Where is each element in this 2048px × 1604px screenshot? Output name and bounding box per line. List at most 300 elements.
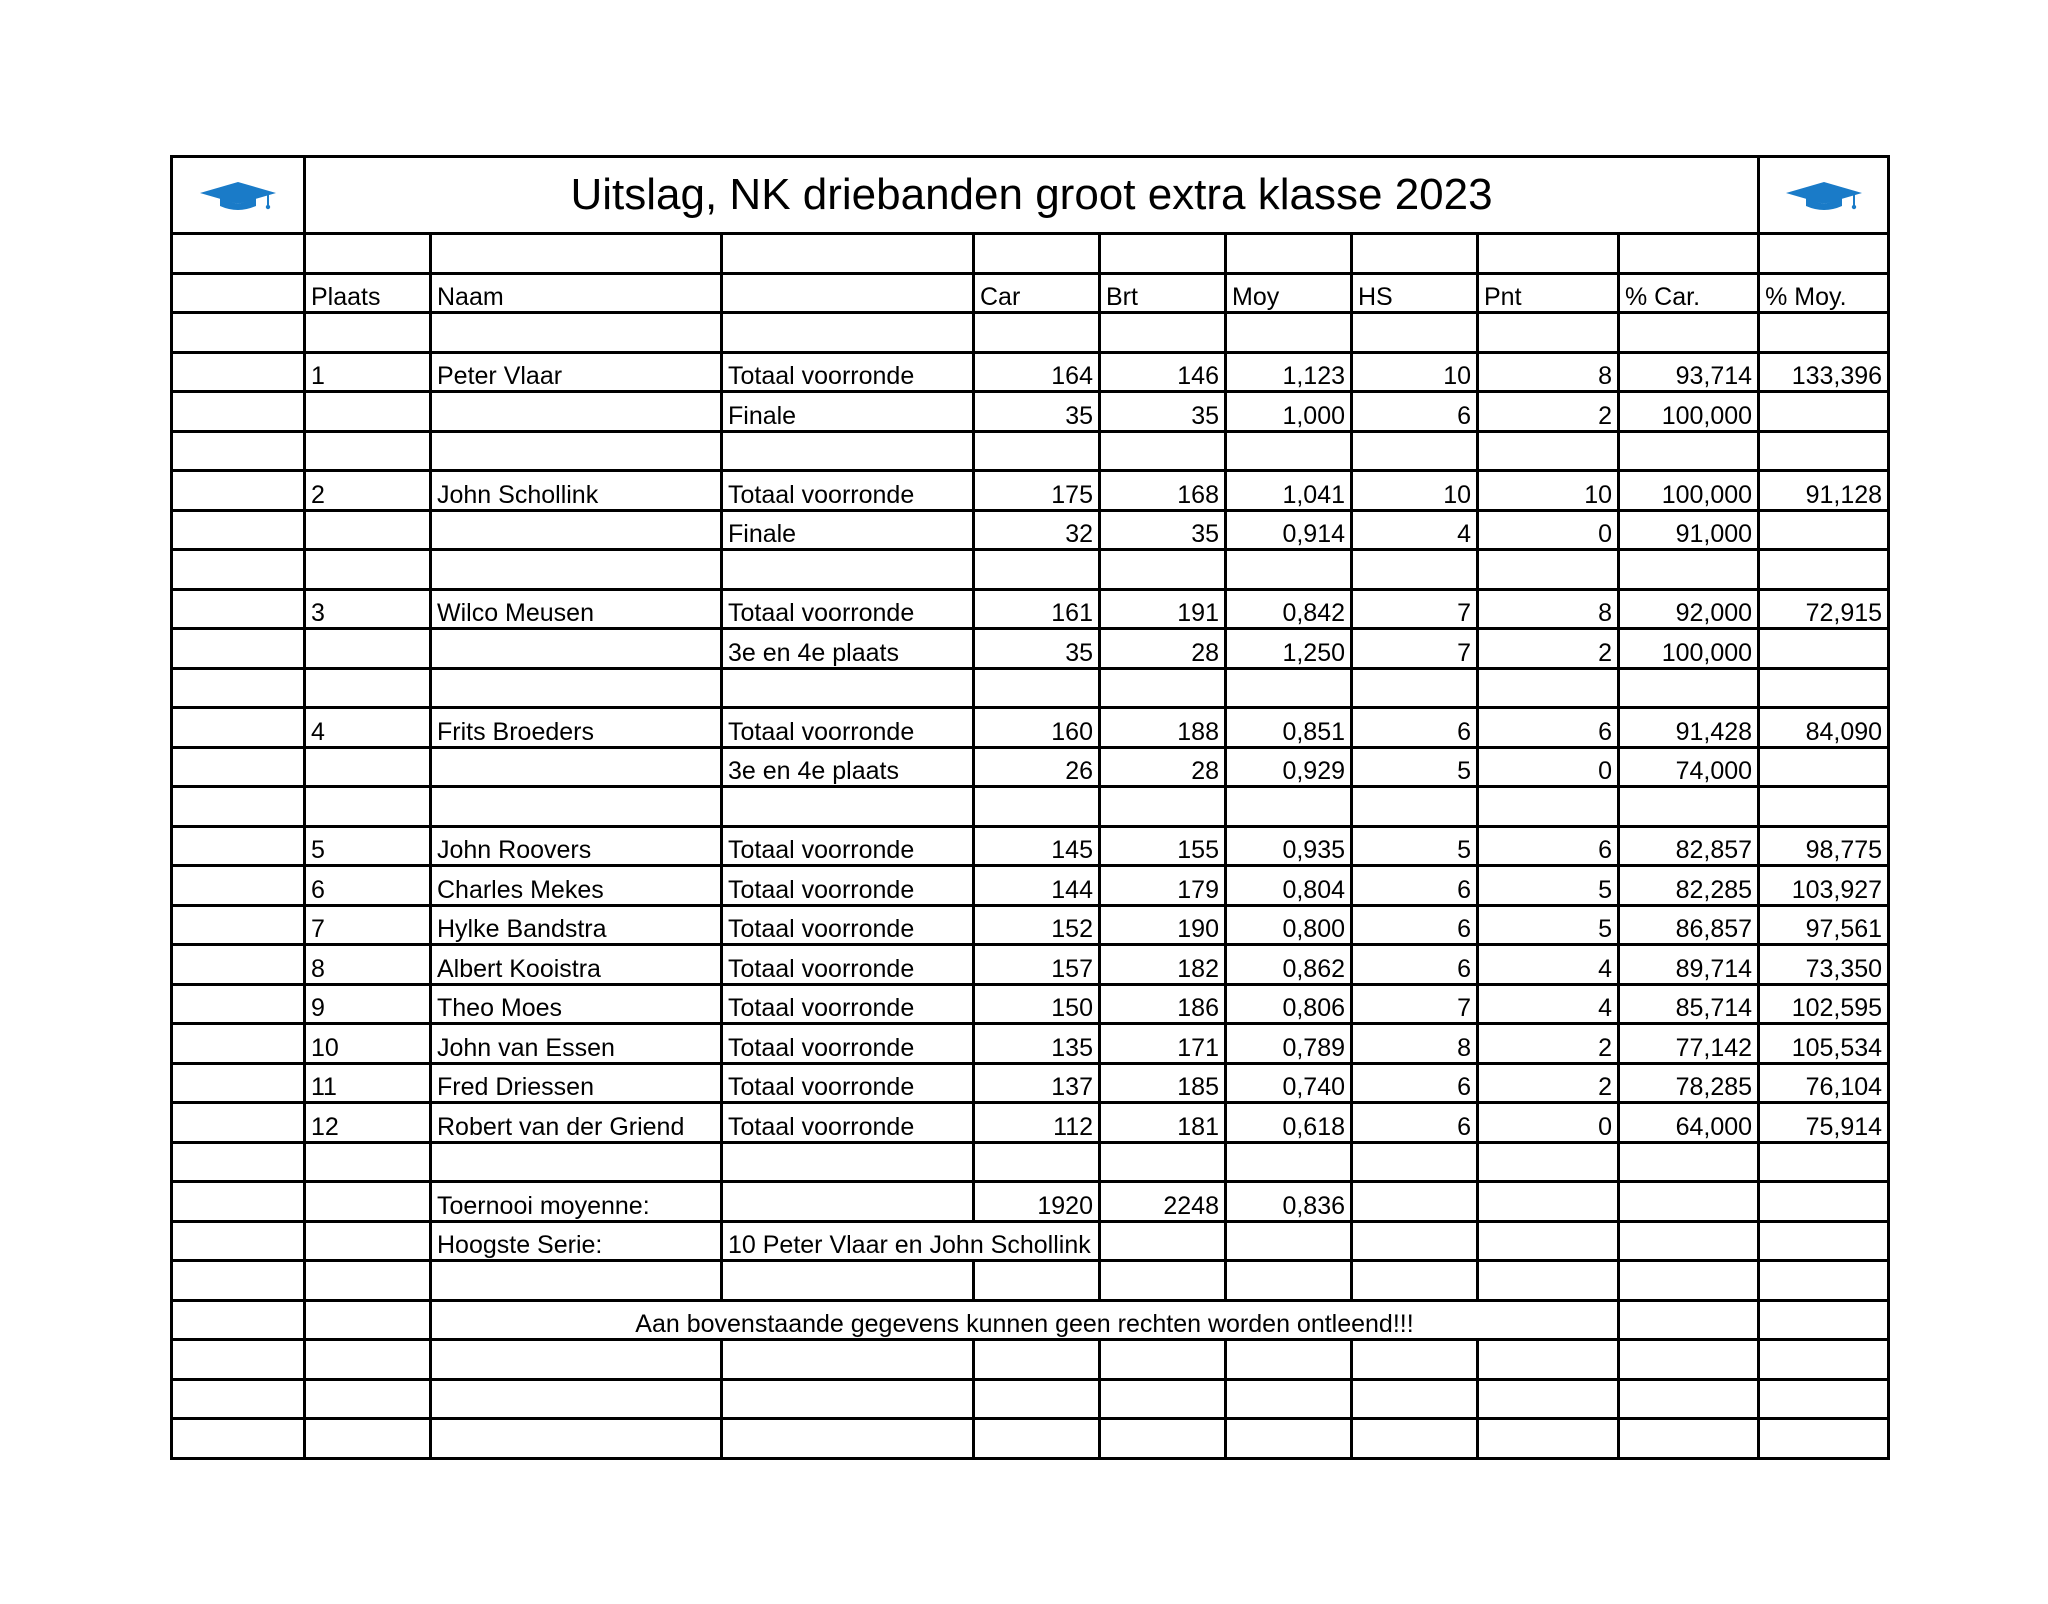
table-row bbox=[172, 787, 1889, 827]
pct-car-cell: 100,000 bbox=[1619, 392, 1759, 432]
hs-cell: 6 bbox=[1352, 866, 1478, 906]
hs-cell bbox=[1352, 550, 1478, 590]
empty-cell bbox=[1759, 1379, 1889, 1419]
hs-cell bbox=[1352, 431, 1478, 471]
empty-cell bbox=[722, 1379, 974, 1419]
table-row bbox=[172, 1142, 1889, 1182]
naam-cell bbox=[431, 747, 722, 787]
pct-moy-cell: 76,104 bbox=[1759, 1063, 1889, 1103]
pnt-cell bbox=[1478, 550, 1619, 590]
pnt-cell: 5 bbox=[1478, 866, 1619, 906]
plaats-cell: 2 bbox=[305, 471, 431, 511]
naam-cell bbox=[431, 787, 722, 827]
naam-cell: John Roovers bbox=[431, 826, 722, 866]
empty-cell bbox=[1226, 1221, 1352, 1261]
naam-cell bbox=[431, 668, 722, 708]
pnt-cell: 2 bbox=[1478, 392, 1619, 432]
spacer-row bbox=[172, 1379, 1889, 1419]
round-cell: Totaal voorronde bbox=[722, 1024, 974, 1064]
hs-cell bbox=[1352, 313, 1478, 353]
header-pct-moy: % Moy. bbox=[1759, 273, 1889, 313]
table-row bbox=[172, 510, 1889, 550]
round-cell bbox=[722, 313, 974, 353]
pct-moy-cell: 84,090 bbox=[1759, 708, 1889, 748]
table-row bbox=[172, 589, 1889, 629]
pct-car-cell bbox=[1619, 668, 1759, 708]
empty-cell bbox=[172, 1340, 305, 1380]
pnt-cell: 0 bbox=[1478, 1103, 1619, 1143]
disclaimer-row bbox=[172, 1300, 1889, 1340]
empty-cell bbox=[722, 1419, 974, 1459]
empty-cell bbox=[172, 747, 305, 787]
table-row bbox=[172, 826, 1889, 866]
plaats-cell: 1 bbox=[305, 352, 431, 392]
left-icon-cell bbox=[172, 157, 305, 234]
moy-cell bbox=[1226, 313, 1352, 353]
empty-cell bbox=[172, 1379, 305, 1419]
empty-cell bbox=[1759, 1261, 1889, 1301]
car-cell: 152 bbox=[974, 905, 1100, 945]
pct-car-cell: 74,000 bbox=[1619, 747, 1759, 787]
round-cell: Totaal voorronde bbox=[722, 708, 974, 748]
pct-moy-cell: 72,915 bbox=[1759, 589, 1889, 629]
empty-cell bbox=[172, 1142, 305, 1182]
car-cell: 150 bbox=[974, 984, 1100, 1024]
empty-cell bbox=[1100, 1419, 1226, 1459]
header-plaats: Plaats bbox=[305, 273, 431, 313]
pct-moy-cell bbox=[1759, 510, 1889, 550]
empty-cell bbox=[1759, 1340, 1889, 1380]
pct-car-cell: 92,000 bbox=[1619, 589, 1759, 629]
naam-cell: John Schollink bbox=[431, 471, 722, 511]
empty-cell bbox=[722, 1261, 974, 1301]
round-cell bbox=[722, 1142, 974, 1182]
plaats-cell: 9 bbox=[305, 984, 431, 1024]
round-cell: Totaal voorronde bbox=[722, 1103, 974, 1143]
hs-cell: 6 bbox=[1352, 945, 1478, 985]
plaats-cell bbox=[305, 629, 431, 669]
plaats-cell: 3 bbox=[305, 589, 431, 629]
brt-cell: 28 bbox=[1100, 629, 1226, 669]
empty-cell bbox=[1759, 1182, 1889, 1222]
moy-cell bbox=[1226, 1142, 1352, 1182]
pct-moy-cell: 103,927 bbox=[1759, 866, 1889, 906]
empty-cell bbox=[172, 1103, 305, 1143]
moy-cell: 0,618 bbox=[1226, 1103, 1352, 1143]
naam-cell: Charles Mekes bbox=[431, 866, 722, 906]
plaats-cell: 6 bbox=[305, 866, 431, 906]
round-cell: Finale bbox=[722, 510, 974, 550]
pct-moy-cell bbox=[1759, 668, 1889, 708]
plaats-cell bbox=[305, 550, 431, 590]
empty-cell bbox=[1352, 1419, 1478, 1459]
empty-cell bbox=[1478, 1182, 1619, 1222]
plaats-cell bbox=[305, 1142, 431, 1182]
naam-cell: Theo Moes bbox=[431, 984, 722, 1024]
pnt-cell: 6 bbox=[1478, 826, 1619, 866]
brt-cell bbox=[1100, 550, 1226, 590]
pct-car-cell bbox=[1619, 1142, 1759, 1182]
round-cell bbox=[722, 550, 974, 590]
pct-moy-cell: 133,396 bbox=[1759, 352, 1889, 392]
naam-cell bbox=[431, 1142, 722, 1182]
empty-cell bbox=[1759, 1221, 1889, 1261]
tournament-moyenne-label: Toernooi moyenne: bbox=[431, 1182, 722, 1222]
car-cell: 164 bbox=[974, 352, 1100, 392]
car-cell: 161 bbox=[974, 589, 1100, 629]
header-pct-car: % Car. bbox=[1619, 273, 1759, 313]
brt-cell: 190 bbox=[1100, 905, 1226, 945]
pnt-cell: 8 bbox=[1478, 589, 1619, 629]
pct-car-cell: 78,285 bbox=[1619, 1063, 1759, 1103]
empty-cell bbox=[172, 984, 305, 1024]
total-car: 1920 bbox=[974, 1182, 1100, 1222]
empty-cell bbox=[1100, 1340, 1226, 1380]
pct-moy-cell bbox=[1759, 392, 1889, 432]
moy-cell bbox=[1226, 550, 1352, 590]
naam-cell: Frits Broeders bbox=[431, 708, 722, 748]
empty-cell bbox=[305, 1379, 431, 1419]
empty-cell bbox=[1478, 1419, 1619, 1459]
moy-cell: 1,000 bbox=[1226, 392, 1352, 432]
pct-moy-cell: 105,534 bbox=[1759, 1024, 1889, 1064]
car-cell: 137 bbox=[974, 1063, 1100, 1103]
brt-cell: 182 bbox=[1100, 945, 1226, 985]
spacer-row bbox=[172, 234, 1889, 274]
pnt-cell bbox=[1478, 1142, 1619, 1182]
round-cell: Totaal voorronde bbox=[722, 471, 974, 511]
pct-car-cell bbox=[1619, 431, 1759, 471]
moy-cell: 0,851 bbox=[1226, 708, 1352, 748]
empty-cell bbox=[305, 1261, 431, 1301]
brt-cell bbox=[1100, 313, 1226, 353]
moy-cell: 0,914 bbox=[1226, 510, 1352, 550]
brt-cell: 191 bbox=[1100, 589, 1226, 629]
pct-car-cell: 91,428 bbox=[1619, 708, 1759, 748]
pct-car-cell: 89,714 bbox=[1619, 945, 1759, 985]
pct-moy-cell bbox=[1759, 313, 1889, 353]
header-row bbox=[172, 273, 1889, 313]
brt-cell bbox=[1100, 668, 1226, 708]
car-cell bbox=[974, 787, 1100, 827]
table-row bbox=[172, 866, 1889, 906]
plaats-cell: 10 bbox=[305, 1024, 431, 1064]
pnt-cell bbox=[1478, 787, 1619, 827]
pct-car-cell: 86,857 bbox=[1619, 905, 1759, 945]
plaats-cell bbox=[305, 313, 431, 353]
empty-cell bbox=[1226, 1379, 1352, 1419]
car-cell: 157 bbox=[974, 945, 1100, 985]
brt-cell: 171 bbox=[1100, 1024, 1226, 1064]
total-brt: 2248 bbox=[1100, 1182, 1226, 1222]
header-hs: HS bbox=[1352, 273, 1478, 313]
pct-moy-cell: 98,775 bbox=[1759, 826, 1889, 866]
car-cell bbox=[974, 1142, 1100, 1182]
pnt-cell: 5 bbox=[1478, 905, 1619, 945]
hs-cell: 7 bbox=[1352, 984, 1478, 1024]
pnt-cell: 0 bbox=[1478, 510, 1619, 550]
pct-car-cell: 100,000 bbox=[1619, 629, 1759, 669]
car-cell: 145 bbox=[974, 826, 1100, 866]
pnt-cell: 10 bbox=[1478, 471, 1619, 511]
car-cell: 144 bbox=[974, 866, 1100, 906]
empty-cell bbox=[172, 1419, 305, 1459]
pct-car-cell: 100,000 bbox=[1619, 471, 1759, 511]
car-cell bbox=[974, 668, 1100, 708]
table-row bbox=[172, 392, 1889, 432]
hs-cell: 8 bbox=[1352, 1024, 1478, 1064]
empty-cell bbox=[172, 1024, 305, 1064]
highest-series-value: 10 Peter Vlaar en John Schollink bbox=[722, 1221, 1100, 1261]
naam-cell: Albert Kooistra bbox=[431, 945, 722, 985]
empty-cell bbox=[1226, 1419, 1352, 1459]
empty-cell bbox=[172, 629, 305, 669]
car-cell: 175 bbox=[974, 471, 1100, 511]
graduation-cap-icon bbox=[1784, 178, 1864, 212]
pct-car-cell bbox=[1619, 787, 1759, 827]
pnt-cell: 8 bbox=[1478, 352, 1619, 392]
moy-cell bbox=[1226, 668, 1352, 708]
pnt-cell bbox=[1478, 668, 1619, 708]
header-pnt: Pnt bbox=[1478, 273, 1619, 313]
table-row bbox=[172, 708, 1889, 748]
round-cell: Totaal voorronde bbox=[722, 905, 974, 945]
empty-cell bbox=[1619, 1221, 1759, 1261]
moy-cell: 1,041 bbox=[1226, 471, 1352, 511]
empty-cell bbox=[1619, 1340, 1759, 1380]
round-cell bbox=[722, 668, 974, 708]
plaats-cell: 8 bbox=[305, 945, 431, 985]
plaats-cell bbox=[305, 747, 431, 787]
moy-cell: 0,740 bbox=[1226, 1063, 1352, 1103]
brt-cell bbox=[1100, 787, 1226, 827]
brt-cell: 155 bbox=[1100, 826, 1226, 866]
moy-cell: 0,862 bbox=[1226, 945, 1352, 985]
plaats-cell bbox=[305, 510, 431, 550]
round-cell: 3e en 4e plaats bbox=[722, 629, 974, 669]
plaats-cell: 11 bbox=[305, 1063, 431, 1103]
pct-moy-cell: 75,914 bbox=[1759, 1103, 1889, 1143]
table-row bbox=[172, 1103, 1889, 1143]
empty-cell bbox=[1478, 1261, 1619, 1301]
table-row bbox=[172, 471, 1889, 511]
pct-moy-cell bbox=[1759, 550, 1889, 590]
empty-cell bbox=[722, 1340, 974, 1380]
moy-cell: 1,123 bbox=[1226, 352, 1352, 392]
naam-cell: Fred Driessen bbox=[431, 1063, 722, 1103]
empty-cell bbox=[172, 273, 305, 313]
table-row bbox=[172, 984, 1889, 1024]
empty-cell bbox=[172, 945, 305, 985]
plaats-cell bbox=[305, 431, 431, 471]
moy-cell: 0,789 bbox=[1226, 1024, 1352, 1064]
pnt-cell: 6 bbox=[1478, 708, 1619, 748]
empty-cell bbox=[1478, 1221, 1619, 1261]
pct-moy-cell bbox=[1759, 1142, 1889, 1182]
pnt-cell: 4 bbox=[1478, 984, 1619, 1024]
pct-car-cell: 64,000 bbox=[1619, 1103, 1759, 1143]
round-cell: Totaal voorronde bbox=[722, 1063, 974, 1103]
empty-cell bbox=[431, 1379, 722, 1419]
table-row bbox=[172, 352, 1889, 392]
page-title: Uitslag, NK driebanden groot extra klasse 2023 bbox=[305, 157, 1759, 234]
empty-cell bbox=[1619, 1419, 1759, 1459]
plaats-cell: 4 bbox=[305, 708, 431, 748]
naam-cell bbox=[431, 431, 722, 471]
hs-cell: 6 bbox=[1352, 392, 1478, 432]
empty-cell bbox=[431, 1261, 722, 1301]
empty-cell bbox=[1352, 1182, 1478, 1222]
empty-cell bbox=[172, 1063, 305, 1103]
moy-cell: 0,806 bbox=[1226, 984, 1352, 1024]
summary-row bbox=[172, 1221, 1889, 1261]
empty-cell bbox=[172, 1300, 305, 1340]
pnt-cell: 4 bbox=[1478, 945, 1619, 985]
pct-car-cell: 77,142 bbox=[1619, 1024, 1759, 1064]
moy-cell bbox=[1226, 431, 1352, 471]
empty-cell bbox=[1352, 1379, 1478, 1419]
brt-cell: 35 bbox=[1100, 510, 1226, 550]
empty-cell bbox=[172, 1261, 305, 1301]
hs-cell bbox=[1352, 1142, 1478, 1182]
hs-cell: 7 bbox=[1352, 629, 1478, 669]
pct-car-cell bbox=[1619, 550, 1759, 590]
car-cell bbox=[974, 550, 1100, 590]
empty-cell bbox=[431, 1340, 722, 1380]
car-cell: 112 bbox=[974, 1103, 1100, 1143]
pct-car-cell bbox=[1619, 313, 1759, 353]
round-cell: Totaal voorronde bbox=[722, 866, 974, 906]
empty-cell bbox=[974, 1419, 1100, 1459]
brt-cell: 28 bbox=[1100, 747, 1226, 787]
brt-cell bbox=[1100, 431, 1226, 471]
round-cell: Finale bbox=[722, 392, 974, 432]
pct-car-cell: 93,714 bbox=[1619, 352, 1759, 392]
round-cell: Totaal voorronde bbox=[722, 984, 974, 1024]
pct-moy-cell bbox=[1759, 747, 1889, 787]
graduation-cap-icon bbox=[198, 178, 278, 212]
disclaimer: Aan bovenstaande gegevens kunnen geen rechten worden ontleend!!! bbox=[431, 1300, 1619, 1340]
empty-cell bbox=[172, 471, 305, 511]
hs-cell: 10 bbox=[1352, 352, 1478, 392]
empty-cell bbox=[172, 668, 305, 708]
naam-cell: John van Essen bbox=[431, 1024, 722, 1064]
empty-cell bbox=[172, 905, 305, 945]
hs-cell: 4 bbox=[1352, 510, 1478, 550]
plaats-cell bbox=[305, 668, 431, 708]
brt-cell: 188 bbox=[1100, 708, 1226, 748]
spacer-row bbox=[172, 1340, 1889, 1380]
empty-cell bbox=[1352, 1261, 1478, 1301]
round-cell: Totaal voorronde bbox=[722, 589, 974, 629]
empty-cell bbox=[1759, 1419, 1889, 1459]
hs-cell: 7 bbox=[1352, 589, 1478, 629]
moy-cell: 0,800 bbox=[1226, 905, 1352, 945]
empty-cell bbox=[172, 1221, 305, 1261]
hs-cell: 6 bbox=[1352, 905, 1478, 945]
naam-cell bbox=[431, 629, 722, 669]
empty-cell bbox=[172, 392, 305, 432]
naam-cell: Robert van der Griend bbox=[431, 1103, 722, 1143]
empty-cell bbox=[172, 866, 305, 906]
plaats-cell bbox=[305, 392, 431, 432]
hs-cell: 5 bbox=[1352, 826, 1478, 866]
table-row bbox=[172, 905, 1889, 945]
pct-moy-cell bbox=[1759, 787, 1889, 827]
pnt-cell: 0 bbox=[1478, 747, 1619, 787]
empty-cell bbox=[172, 313, 305, 353]
pct-car-cell: 85,714 bbox=[1619, 984, 1759, 1024]
header-naam: Naam bbox=[431, 273, 722, 313]
hs-cell bbox=[1352, 787, 1478, 827]
table-row bbox=[172, 431, 1889, 471]
moy-cell bbox=[1226, 787, 1352, 827]
naam-cell bbox=[431, 313, 722, 353]
naam-cell: Peter Vlaar bbox=[431, 352, 722, 392]
car-cell: 35 bbox=[974, 392, 1100, 432]
plaats-cell: 7 bbox=[305, 905, 431, 945]
empty-cell bbox=[1352, 1340, 1478, 1380]
moy-cell: 0,935 bbox=[1226, 826, 1352, 866]
empty-cell bbox=[974, 1340, 1100, 1380]
empty-cell bbox=[1226, 1261, 1352, 1301]
empty-cell bbox=[1100, 1221, 1226, 1261]
brt-cell: 168 bbox=[1100, 471, 1226, 511]
moy-cell: 1,250 bbox=[1226, 629, 1352, 669]
table-row bbox=[172, 1063, 1889, 1103]
pct-car-cell: 82,857 bbox=[1619, 826, 1759, 866]
header-brt: Brt bbox=[1100, 273, 1226, 313]
empty-cell bbox=[1619, 1300, 1759, 1340]
header-round bbox=[722, 273, 974, 313]
round-cell: 3e en 4e plaats bbox=[722, 747, 974, 787]
brt-cell: 181 bbox=[1100, 1103, 1226, 1143]
car-cell: 32 bbox=[974, 510, 1100, 550]
car-cell: 26 bbox=[974, 747, 1100, 787]
hs-cell: 10 bbox=[1352, 471, 1478, 511]
pct-moy-cell bbox=[1759, 431, 1889, 471]
naam-cell bbox=[431, 510, 722, 550]
hs-cell: 6 bbox=[1352, 708, 1478, 748]
pct-moy-cell: 73,350 bbox=[1759, 945, 1889, 985]
header-car: Car bbox=[974, 273, 1100, 313]
empty-cell bbox=[172, 787, 305, 827]
moy-cell: 0,929 bbox=[1226, 747, 1352, 787]
plaats-cell: 12 bbox=[305, 1103, 431, 1143]
pct-moy-cell: 102,595 bbox=[1759, 984, 1889, 1024]
moy-cell: 0,804 bbox=[1226, 866, 1352, 906]
empty-cell bbox=[172, 431, 305, 471]
empty-cell bbox=[974, 1261, 1100, 1301]
plaats-cell: 5 bbox=[305, 826, 431, 866]
pct-moy-cell: 97,561 bbox=[1759, 905, 1889, 945]
empty-cell bbox=[172, 589, 305, 629]
empty-cell bbox=[172, 510, 305, 550]
spacer-row bbox=[172, 1261, 1889, 1301]
right-icon-cell bbox=[1759, 157, 1889, 234]
hs-cell bbox=[1352, 668, 1478, 708]
pct-car-cell: 82,285 bbox=[1619, 866, 1759, 906]
empty-cell bbox=[1619, 1379, 1759, 1419]
empty-cell bbox=[305, 1340, 431, 1380]
pnt-cell: 2 bbox=[1478, 629, 1619, 669]
empty-cell bbox=[172, 826, 305, 866]
empty-cell bbox=[431, 1419, 722, 1459]
empty-cell bbox=[305, 1221, 431, 1261]
table-row bbox=[172, 313, 1889, 353]
table-row bbox=[172, 550, 1889, 590]
hs-cell: 6 bbox=[1352, 1063, 1478, 1103]
